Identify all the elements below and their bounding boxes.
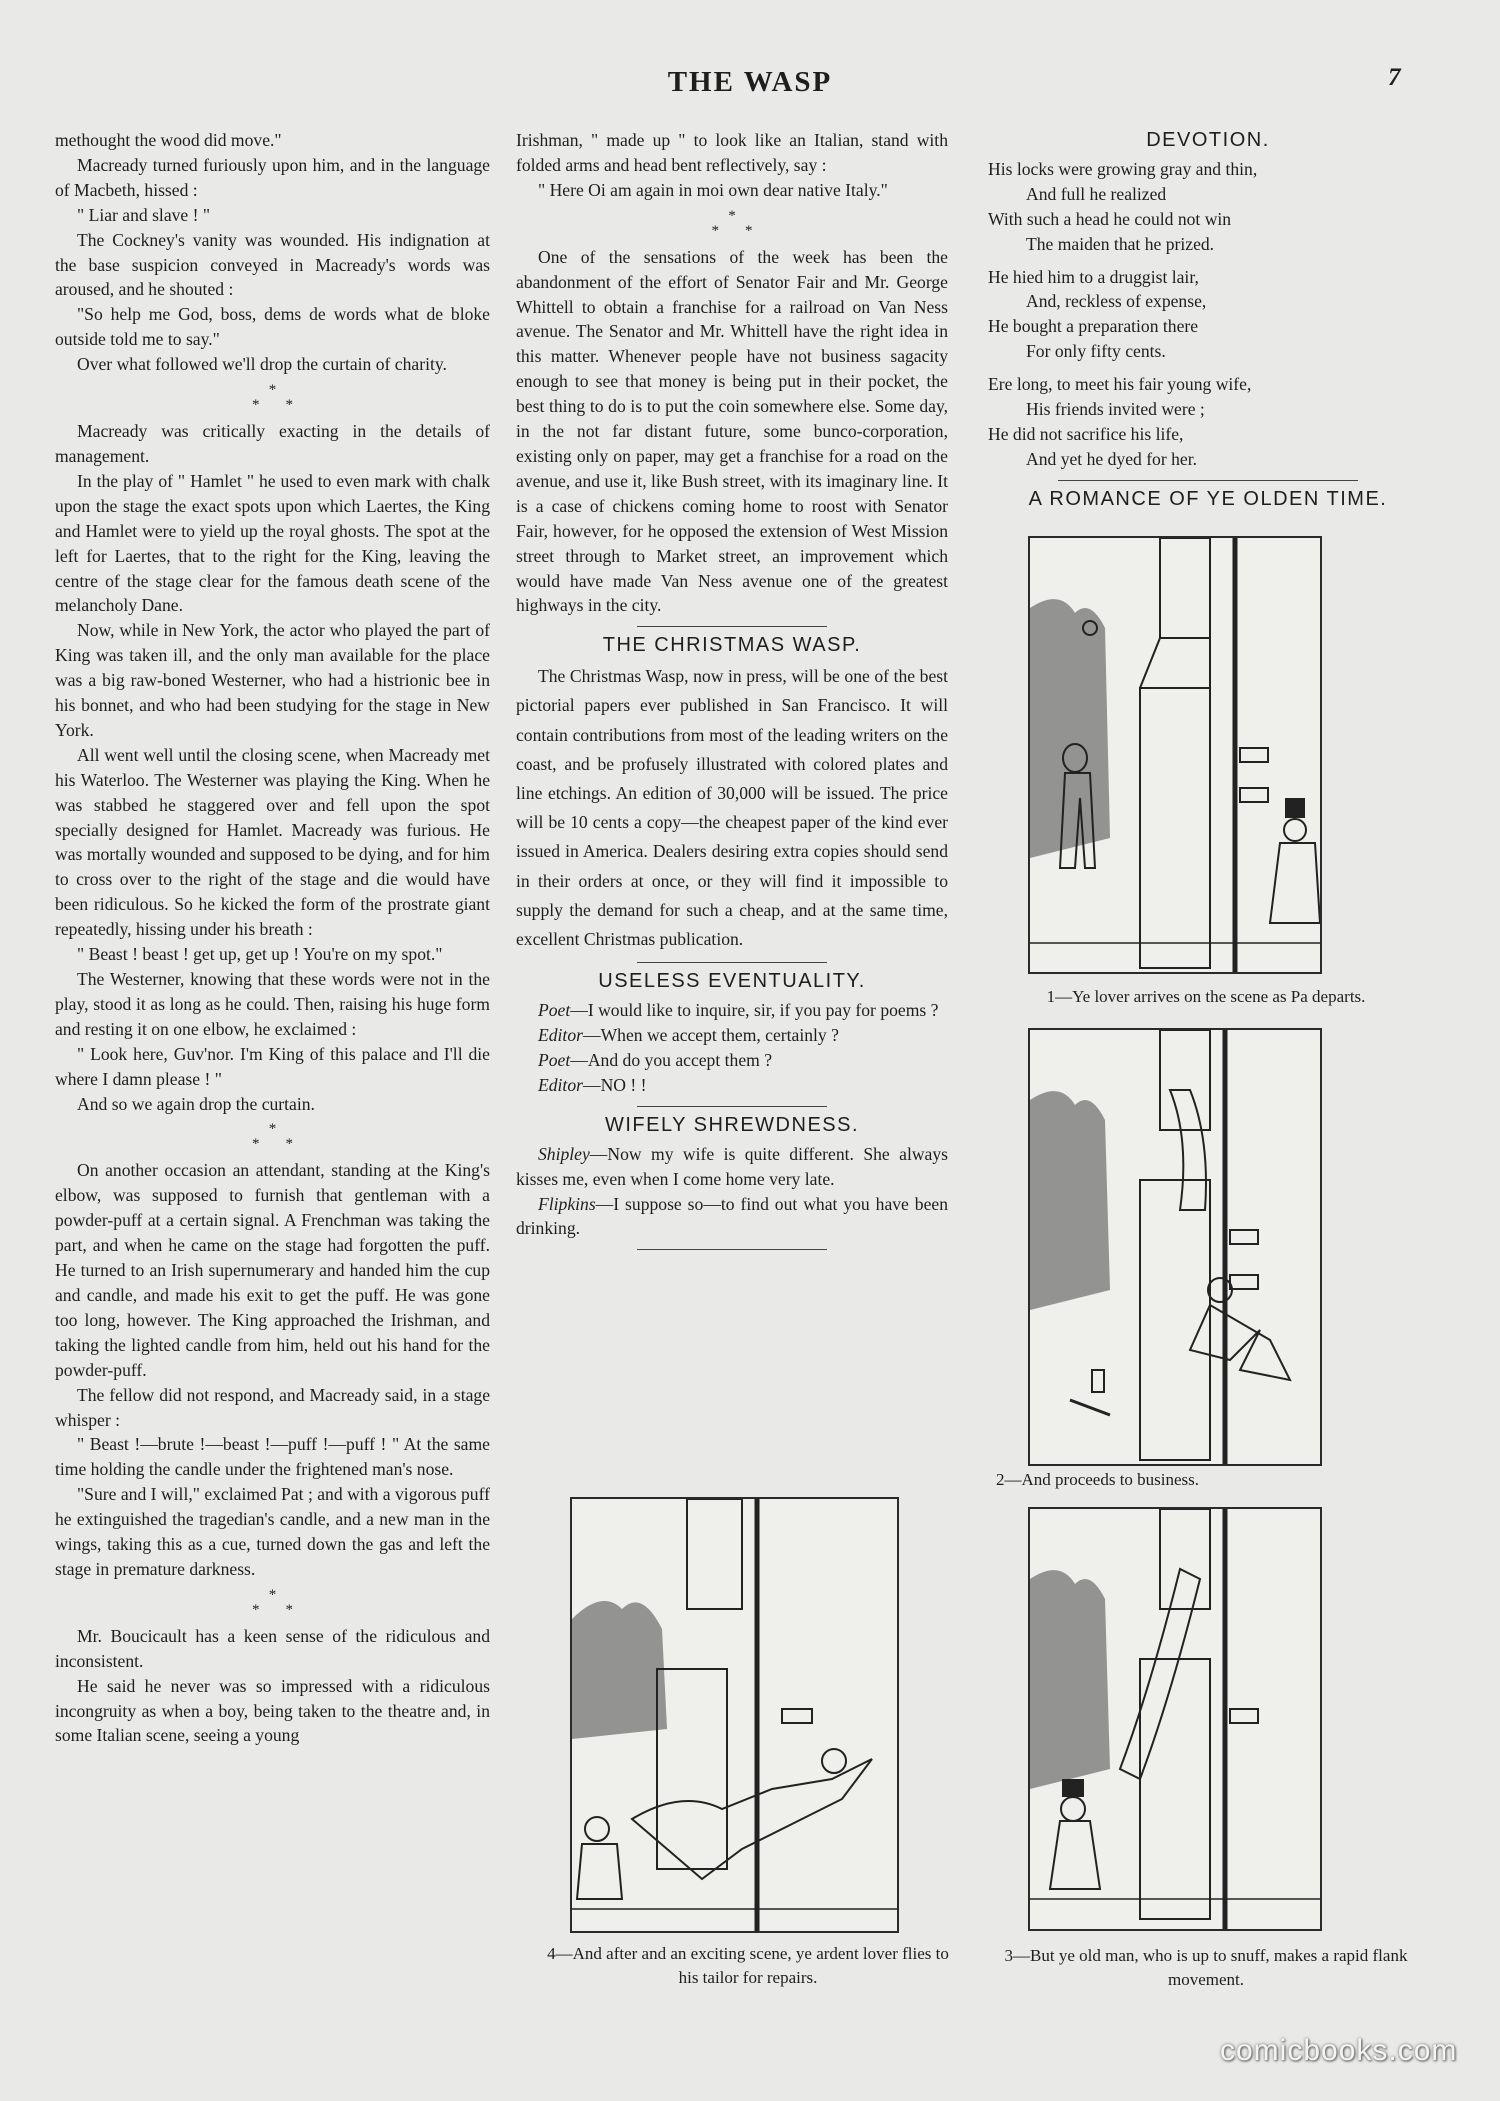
divider — [637, 962, 827, 963]
dialogue-line — [516, 998, 948, 1023]
section-divider: * ** — [252, 382, 319, 414]
poem-line: With such a head he could not win — [988, 208, 1232, 229]
divider — [637, 1106, 827, 1107]
paragraph: And so we again drop the curtain. — [77, 1093, 315, 1114]
illustration-flank-movement — [1030, 1509, 1320, 1929]
heading-romance: A ROMANCE OF YE OLDEN TIME. — [1028, 487, 1388, 510]
comic-panel-2 — [1028, 1028, 1322, 1466]
comic-panel-4 — [570, 1497, 899, 1933]
paragraph: Mr. Boucicault has a keen sense of the ridiculous and inconsistent. — [55, 1625, 490, 1671]
line-text: —And do you accept them ? — [570, 1049, 773, 1070]
poem-stanza — [988, 157, 1428, 257]
paragraph: Macready turned furiously upon him, and in the language of Macbeth, hissed : — [55, 154, 490, 200]
speaker: Flipkins — [538, 1193, 596, 1214]
poem-line: His locks were growing gray and thin, — [988, 158, 1258, 179]
page-title: THE WASP — [667, 66, 833, 98]
paragraph: The Cockney's vanity was wounded. His indignation at the base suspicion conveyed in Macready's words was aroused, and he shouted : — [55, 229, 490, 300]
divider — [1058, 480, 1358, 481]
line-text: —NO ! ! — [582, 1074, 647, 1095]
column-left — [55, 128, 490, 1748]
poem-line: And, reckless of expense, — [1026, 291, 1207, 312]
column-middle — [516, 128, 948, 1256]
paragraph: " Beast !—brute !—beast !—puff !—puff ! " At the same time holding the candle under the frightened man's nose. — [55, 1434, 490, 1480]
dialogue-line — [516, 1142, 948, 1192]
poem-line: He did not sacrifice his life, — [988, 423, 1184, 444]
section-divider: * ** — [252, 1586, 319, 1618]
page-number: 7 — [1388, 64, 1401, 91]
heading-useless-eventuality: USELESS EVENTUALITY. — [598, 970, 866, 993]
dialogue-useless — [516, 998, 948, 1098]
line-text: —When we accept them, certainly ? — [582, 1025, 839, 1046]
paragraph: "Sure and I will," exclaimed Pat ; and with a vigorous puff he extinguished the tragedian's candle, and a new man in the wings, taking this as a cue, turned down the gas and left the stage in premature darkness. — [55, 1484, 490, 1579]
divider — [637, 1249, 827, 1250]
paragraph: The Westerner, knowing that these words were not in the play, stood it as long as he could. Then, raising his huge form and resting it on one elbow, he exclaimed : — [55, 969, 490, 1039]
dialogue-line — [516, 1192, 948, 1242]
poem-line: And yet he dyed for her. — [1026, 448, 1197, 469]
heading-wifely-shrewdness: WIFELY SHREWDNESS. — [604, 1113, 860, 1136]
section-divider: * ** — [252, 1121, 319, 1153]
paragraph: All went well until the closing scene, when Macready met his Waterloo. The Westerner was playing the King. When he was stabbed he staggered over and fell upon the spot specially designed for Hamlet. Macready was furious. He was mortally wounded and supposed to be dying, and for him to cross over to the right of the stage and die would have been ridiculous. So he kicked the form of the prostrate giant repeatedly, hissing under his breath : — [55, 744, 490, 940]
paragraph: One of the sensations of the week has been the abandonment of the effort of Senator Fair and Mr. George Whittell to obtain a franchise for a railroad on Van Ness avenue. The Senator and Mr. Whittell have the right idea in this matter. Whenever people have not business sagacity enough to see that money is being put in their pocket, the best thing to do is to put the coin somewhere else. Some day, in the not far distant future, some bunco-corporation, existing only on paper, may get a franchise for a road on the avenue, and use it, like Bush street, with its imaginary line. It is a case of chickens coming home to roost with Senator Fair, however, for he opposed the extension of West Mission street through to Market street, an improvement which would have made Van Ness avenue one of the greatest highways in the city. — [516, 246, 948, 616]
speaker: Editor — [538, 1025, 583, 1046]
paragraph: He said he never was so impressed with a ridiculous incongruity as when a boy, being taken to the theatre and, in some Italian scene, seeing a young — [55, 1675, 490, 1746]
poem-line: He bought a preparation there — [988, 316, 1199, 337]
column-right — [988, 128, 1428, 516]
speaker: Poet — [538, 1049, 571, 1070]
paragraph: On another occasion an attendant, standing at the King's elbow, was supposed to furnish that gentleman with a powder-puff at a certain signal. A Frenchman was taking the part, and when he came on the stage had forgotten the puff. He turned to an Irish supernumerary and handed him the cup and candle, and made his exit to get the puff. He was gone too long, however. The King approached the Irishman, and taking the lighted candle from him, held out his hand for the powder-puff. — [55, 1160, 490, 1380]
dialogue-wifely — [516, 1142, 948, 1242]
poem-stanza — [988, 265, 1428, 365]
paragraph: " Liar and slave ! " — [77, 204, 211, 225]
dialogue-line — [516, 1023, 948, 1048]
caption-panel-4: 4—And after and an exciting scene, ye ardent lover flies to his tailor for repairs. — [547, 1944, 949, 1987]
comic-panel-3 — [1028, 1507, 1322, 1931]
speaker: Poet — [538, 1000, 571, 1021]
section-divider: * ** — [711, 207, 779, 239]
paragraph: In the play of " Hamlet " he used to even mark with chalk upon the stage the exact spots upon which Laertes, the King and Hamlet were to yield up the royal ghosts. The spot at the left for Laertes, that to the right for the King, leaving the centre of the stage clear for the famous death scene of the melancholy Dane. — [55, 470, 490, 616]
line-text: —Now my wife is quite different. She always kisses me, even when I come home very late. — [516, 1143, 948, 1189]
divider — [637, 626, 827, 627]
poem-line: His friends invited were ; — [1026, 399, 1205, 420]
heading-christmas-wasp: THE CHRISTMAS WASP. — [602, 634, 862, 657]
paragraph: The fellow did not respond, and Macready said, in a stage whisper : — [55, 1384, 490, 1430]
poem-stanza — [988, 372, 1428, 472]
poem-devotion — [988, 157, 1428, 472]
paragraph: " Here Oi am again in moi own dear native Italy." — [538, 179, 888, 200]
comic-panel-1 — [1028, 536, 1322, 974]
poem-line: For only fifty cents. — [1026, 341, 1166, 362]
poem-line: And full he realized — [1026, 183, 1167, 204]
line-text: —I would like to inquire, sir, if you pay for poems ? — [570, 1000, 939, 1021]
heading-devotion: DEVOTION. — [1146, 129, 1270, 151]
paragraph: " Look here, Guv'nor. I'm King of this palace and I'll die where I damn please ! " — [55, 1043, 490, 1089]
paragraph: The Christmas Wasp, now in press, will be one of the best pictorial papers ever published in San Francisco. It will contain contributions from most of the leading writers on the coast, and be profusely illustrated with colored plates and line etchings. An edition of 30,000 will be issued. The price will be 10 cents a copy—the cheapest paper of the kind ever issued in America. Dealers desiring extra copies should send in their orders at once, or they will find it impossible to supply the demand for such a cheap, and at the same time, excellent Christmas publication. — [516, 666, 948, 950]
illustration-lover-arrives — [1030, 538, 1320, 972]
paragraph: Irishman, " made up " to look like an Italian, stand with folded arms and head bent reflectively, say : — [516, 130, 948, 175]
caption-panel-1: 1—Ye lover arrives on the scene as Pa departs. — [1046, 987, 1366, 1006]
caption-panel-3: 3—But ye old man, who is up to snuff, makes a rapid flank movement. — [1004, 1946, 1408, 1989]
paragraph: " Beast ! beast ! get up, get up ! You're on my spot." — [77, 944, 443, 965]
dialogue-line — [516, 1073, 948, 1098]
caption-panel-2: 2—And proceeds to business. — [996, 1470, 1200, 1489]
illustration-lover-flies — [572, 1499, 897, 1931]
speaker: Shipley — [538, 1143, 590, 1164]
paragraph: methought the wood did move." — [55, 130, 282, 150]
poem-line: He hied him to a druggist lair, — [988, 266, 1199, 287]
paragraph: Now, while in New York, the actor who played the part of King was taken ill, and the only man available for the place was a big raw-boned Westerner, who had a histrionic bee in his bonnet, and who had been studying for the stage in New York. — [55, 620, 490, 740]
illustration-proceeds-to-business — [1030, 1030, 1320, 1464]
dialogue-line — [516, 1048, 948, 1073]
poem-line: Ere long, to meet his fair young wife, — [988, 374, 1252, 395]
paragraph: "So help me God, boss, dems de words what de bloke outside told me to say." — [55, 304, 490, 350]
watermark: comicbooks.com — [1220, 2034, 1458, 2067]
paragraph: Macready was critically exacting in the details of management. — [55, 421, 490, 466]
poem-line: The maiden that he prized. — [1026, 233, 1215, 254]
paragraph: Over what followed we'll drop the curtain of charity. — [77, 354, 447, 375]
speaker: Editor — [538, 1074, 583, 1095]
line-text: —I suppose so—to find out what you have been drinking. — [516, 1193, 948, 1239]
